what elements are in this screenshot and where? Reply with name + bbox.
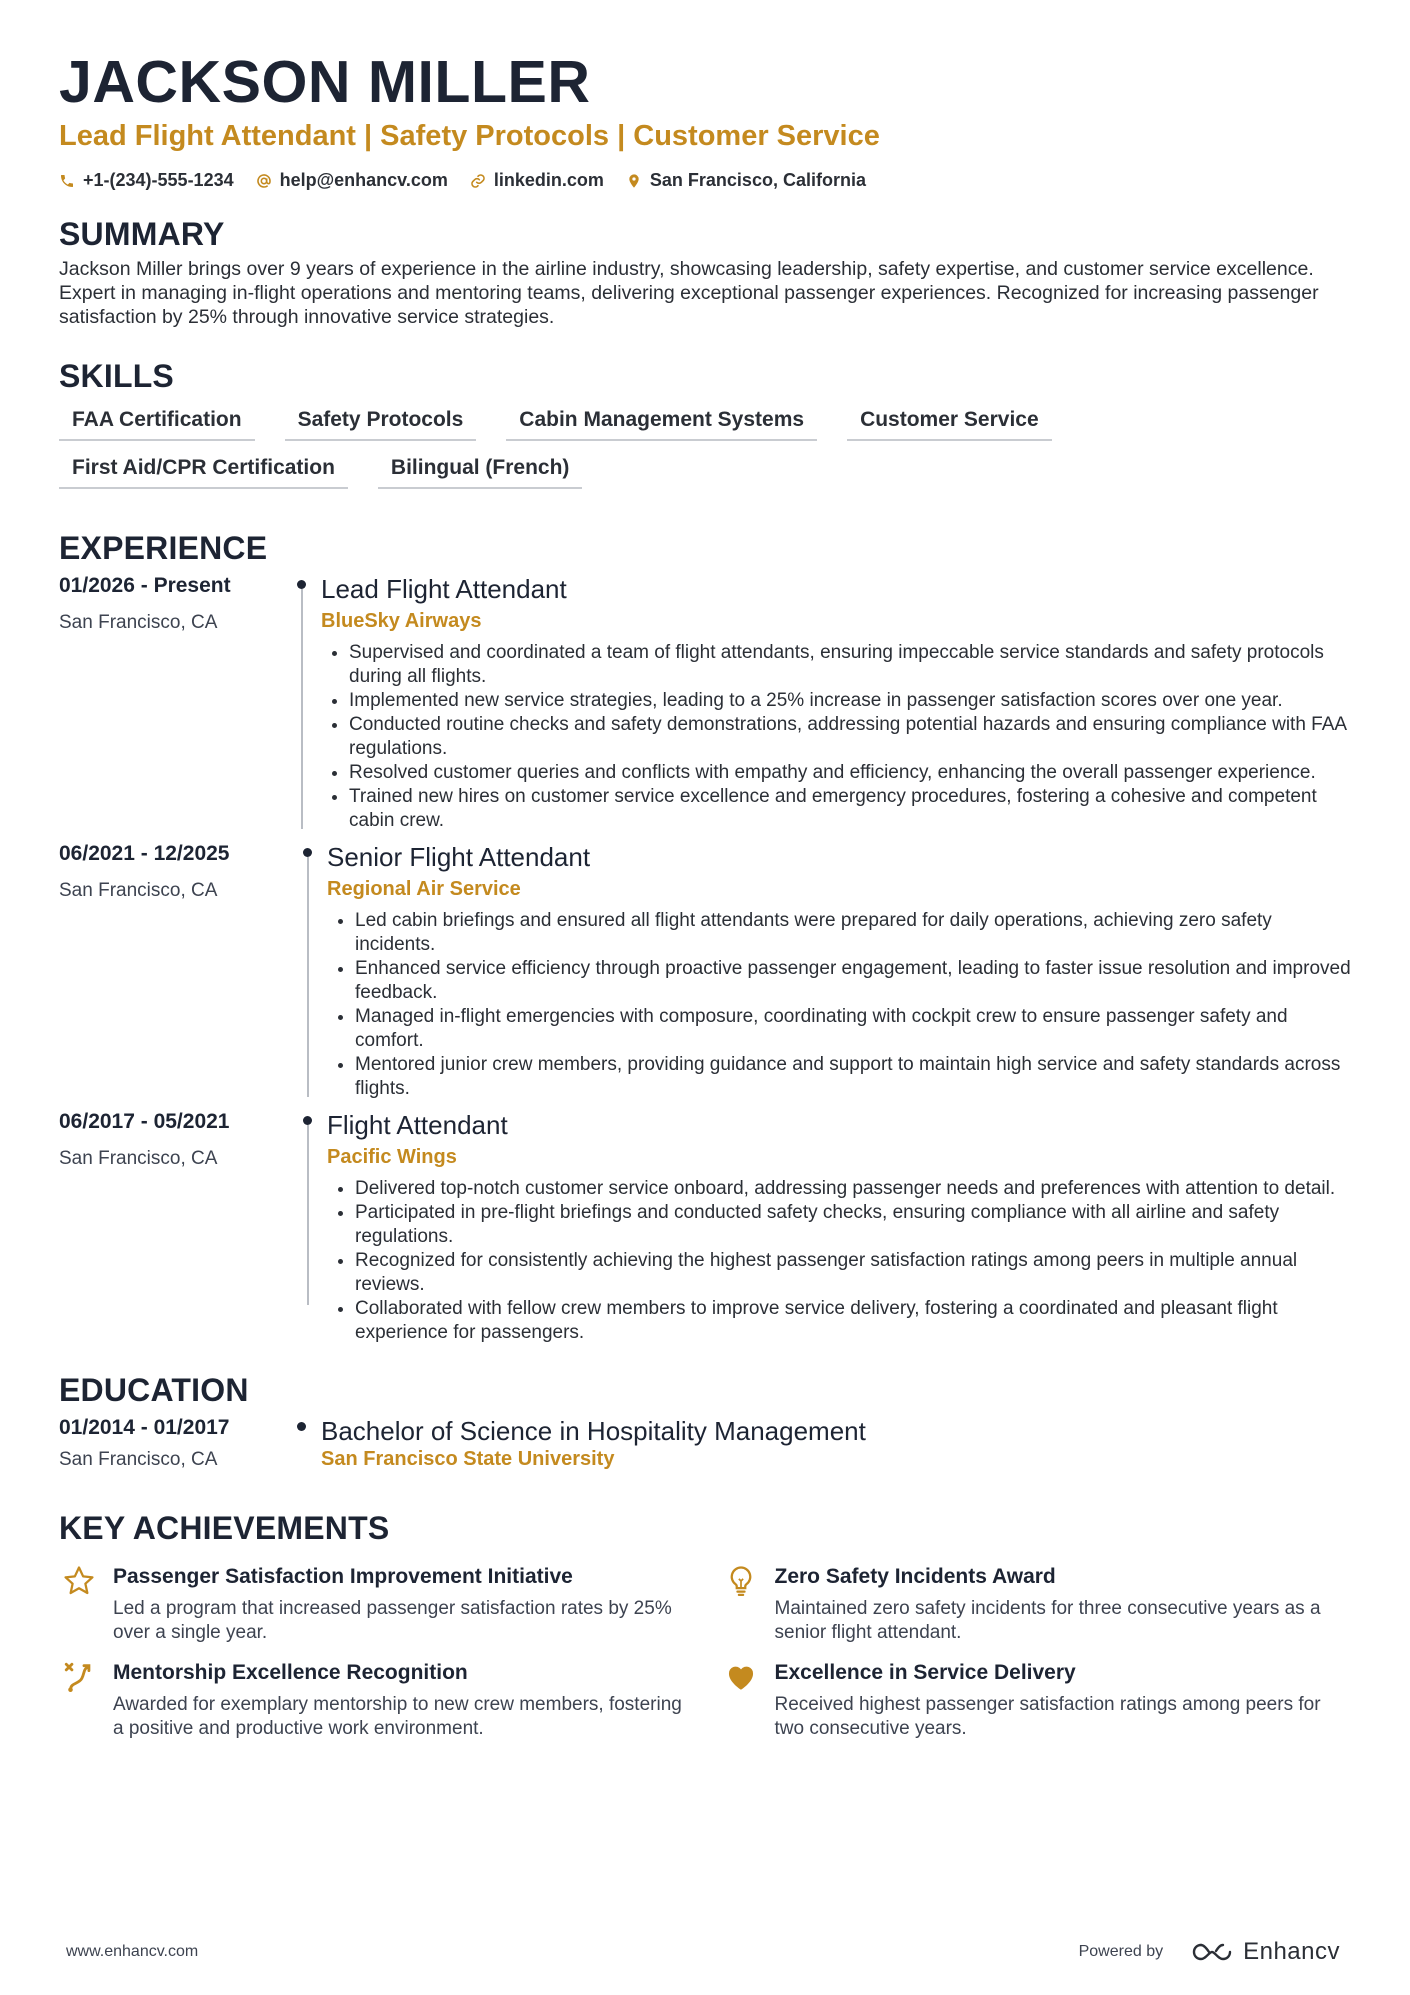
contact-email[interactable] [256,170,448,191]
timeline-marker [295,1109,327,1345]
job-bullets [321,641,1352,833]
achievement-item [59,1563,691,1645]
contact-linkedin[interactable] [470,170,604,191]
job-location: San Francisco, CA [59,880,218,901]
heart-icon [724,1660,758,1694]
experience-heading: EXPERIENCE [59,530,268,566]
summary-text: Jackson Miller brings over 9 years of experience in the airline industry, showcasing leadership, safety expertise, and customer service excellence. Expert in managing in-flight operations and mentoring teams, delivering exceptional passenger experiences. Recognized for increasing passenger satisfaction by 25% through innovative service strategies. [59,258,1319,328]
job-title: Flight Attendant [327,1110,508,1140]
at-sign-icon [256,173,272,189]
skill-tag: Safety Protocols [285,405,477,441]
job-title: Lead Flight Attendant [321,574,567,604]
list-item: • Resolved customer queries and conflicts with empathy and efficiency, enhancing the overall passenger experience. [349,761,1352,785]
education-location: San Francisco, CA [59,1449,218,1470]
powered-by-label: Powered by [1078,1943,1164,1960]
brand-logo[interactable] [1189,1938,1340,1966]
education-dates: 01/2014 - 01/2017 [59,1416,230,1439]
list-item: • Recognized for consistently achieving the highest passenger satisfaction ratings among peers in multiple annual reviews. [355,1249,1352,1297]
list-item: • Managed in-flight emergencies with composure, coordinating with cockpit crew to ensure passenger safety and comfort. [355,1005,1352,1053]
phone-icon [59,173,75,189]
skill-tag: Bilingual (French) [378,453,583,489]
enhancv-logo-icon [1189,1940,1235,1964]
achievement-item [721,1563,1353,1645]
achievement-title: Zero Safety Incidents Award [774,1565,1056,1588]
list-item: • Implemented new service strategies, leading to a 25% increase in passenger satisfaction scores over one year. [349,689,1352,713]
timeline-marker [295,841,327,1101]
skills-heading: SKILLS [59,358,174,394]
page-title: JACKSON MILLER [59,49,591,115]
achievement-title: Mentorship Excellence Recognition [113,1661,468,1684]
achievement-title: Excellence in Service Delivery [774,1661,1076,1684]
list-item: • Supervised and coordinated a team of flight attendants, ensuring impeccable service standards and safety protocols during all flights. [349,641,1352,689]
phone-text: +1-(234)-555-1234 [83,170,234,190]
timeline-marker [289,1415,321,1471]
job-location: San Francisco, CA [59,1148,218,1169]
education-entry [59,1415,1352,1471]
job-title: Senior Flight Attendant [327,842,591,872]
lightbulb-icon [724,1564,758,1598]
headline: Lead Flight Attendant | Safety Protocols | Customer Service [59,120,880,152]
email-text: help@enhancv.com [279,170,448,190]
achievements-grid [59,1563,1352,1741]
job-entry [59,1109,1352,1345]
job-company: Pacific Wings [327,1146,457,1168]
job-entry [59,841,1352,1101]
achievement-title: Passenger Satisfaction Improvement Initiative [113,1565,573,1588]
list-item: • Enhanced service efficiency through proactive passenger engagement, leading to faster issue resolution and improved feedback. [355,957,1352,1005]
education-heading: EDUCATION [59,1372,249,1408]
job-dates: 06/2017 - 05/2021 [59,1110,230,1133]
skill-tag: First Aid/CPR Certification [59,453,348,489]
contact-location [626,170,866,191]
strategy-path-icon [62,1660,96,1694]
list-item: • Conducted routine checks and safety demonstrations, addressing potential hazards and ensuring compliance with FAA regulations. [349,713,1352,761]
achievement-item [59,1659,691,1741]
skill-tag: Customer Service [847,405,1052,441]
school-name: San Francisco State University [321,1448,615,1470]
list-item: • Delivered top-notch customer service onboard, addressing passenger needs and preferences with attention to detail. [355,1177,1352,1201]
skills-list [59,405,1352,489]
job-company: BlueSky Airways [321,610,482,632]
education-section [59,1371,1352,1471]
powered-by [1079,1938,1340,1966]
skill-tag: Cabin Management Systems [506,405,817,441]
timeline-marker [289,573,321,833]
footer-website-link[interactable]: www.enhancv.com [66,1943,199,1960]
skills-section [59,357,1352,489]
location-pin-icon [626,173,642,189]
degree-title: Bachelor of Science in Hospitality Management [321,1416,866,1446]
experience-section [59,529,1352,1345]
achievement-desc: Maintained zero safety incidents for three consecutive years as a senior flight attendant. [774,1598,1321,1643]
achievement-desc: Led a program that increased passenger satisfaction rates by 25% over a single year. [113,1598,672,1643]
job-bullets [327,1177,1352,1345]
skill-tag: FAA Certification [59,405,255,441]
achievement-desc: Received highest passenger satisfaction ratings among peers for two consecutive years. [774,1694,1321,1739]
achievements-heading: KEY ACHIEVEMENTS [59,1510,390,1546]
achievement-item [721,1659,1353,1741]
job-dates: 06/2021 - 12/2025 [59,842,230,865]
job-entry [59,573,1352,833]
list-item: • Collaborated with fellow crew members to improve service delivery, fostering a coordinated and pleasant flight experience for passengers. [355,1297,1352,1345]
list-item: • Led cabin briefings and ensured all flight attendants were prepared for daily operations, achieving zero safety incidents. [355,909,1352,957]
achievement-desc: Awarded for exemplary mentorship to new crew members, fostering a positive and productive work environment. [113,1694,682,1739]
job-company: Regional Air Service [327,878,521,900]
job-dates: 01/2026 - Present [59,574,231,597]
brand-name: Enhancv [1243,1938,1340,1965]
achievements-section [59,1509,1352,1741]
contact-phone[interactable] [59,170,234,191]
list-item: • Participated in pre-flight briefings and conducted safety checks, ensuring compliance with all airline and safety regulations. [355,1201,1352,1249]
link-icon [470,173,486,189]
linkedin-text: linkedin.com [493,170,604,190]
location-text: San Francisco, California [649,170,866,190]
star-icon [62,1564,96,1598]
summary-section [59,215,1352,329]
footer [66,1938,1340,1966]
contact-bar [59,170,1352,191]
list-item: • Mentored junior crew members, providing guidance and support to maintain high service and safety standards across flights. [355,1053,1352,1101]
job-location: San Francisco, CA [59,612,218,633]
list-item: • Trained new hires on customer service excellence and emergency procedures, fostering a cohesive and competent cabin crew. [349,785,1352,833]
summary-heading: SUMMARY [59,216,225,252]
job-bullets [327,909,1352,1101]
